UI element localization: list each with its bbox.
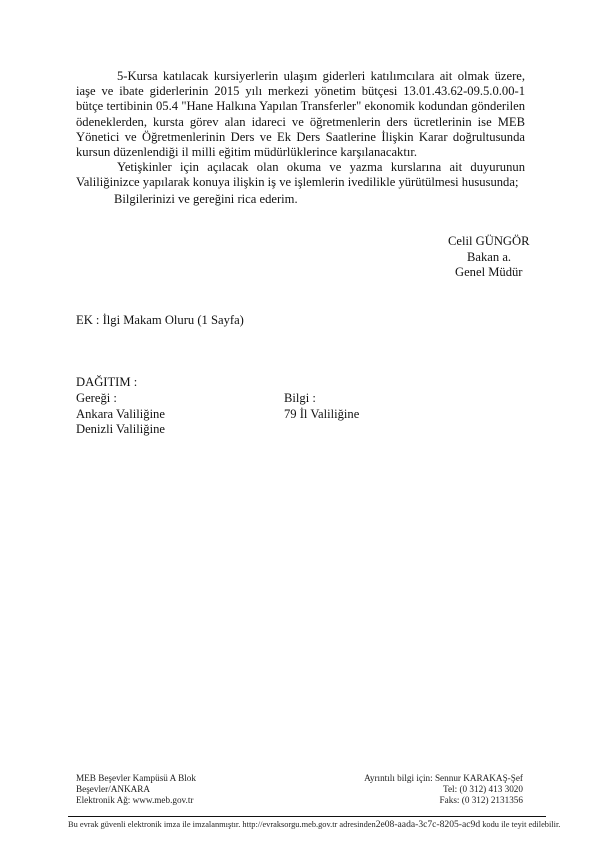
paragraph-closing: Bilgilerinizi ve gereğini rica ederim. xyxy=(114,191,298,206)
e-signature-verification-note xyxy=(68,819,561,830)
letter-body xyxy=(76,69,525,207)
address-line: MEB Beşevler Kampüsü A Blok xyxy=(76,773,196,783)
info-label: Bilgi : xyxy=(284,390,316,405)
action-recipient: Denizli Valiliğine xyxy=(76,422,165,437)
verification-code: 2e08-aada-3c7c-8205-ac9d xyxy=(375,819,481,830)
signatory-name: Celil GÜNGÖR xyxy=(448,234,530,248)
info-recipient: 79 İl Valiliğine xyxy=(284,406,360,421)
verification-suffix: kodu ile teyit edilebilir. xyxy=(480,820,561,829)
attachment-note: EK : İlgi Makam Oluru (1 Sayfa) xyxy=(76,313,244,327)
paragraph-travel-expenses: 5-Kursa katılacak kursiyerlerin ulaşım giderleri katılımcılara ait olmak üzere, iaşe ve ibate giderlerinin 2015 yılı merkezi yönetim bütçesi 13.01.43.62-09.5.0.00-1 bütçe tertibinin 05.4 "Hane Halkına Yapılan Transferler" ekonomik kodundan gönderilen ödeneklerden, kursta görev alan idareci ve öğretmenlerin ders ücretlerinin ise MEB Yönetici ve Öğretmenlerinin Ders ve Ek Ders Saatlerine İlişkin Karar doğrultusunda kursun düzenlendiği il milli eğitim müdürlüklerince karşılanacaktır. xyxy=(76,69,525,160)
signatory-position: Genel Müdür xyxy=(455,265,523,279)
action-recipient: Ankara Valiliğine xyxy=(76,406,165,421)
contact-person: Ayrıntılı bilgi için: Sennur KARAKAŞ-Şef xyxy=(364,773,523,783)
distribution-list xyxy=(76,375,476,438)
distribution-info-column xyxy=(284,391,359,438)
address-line: Beşevler/ANKARA xyxy=(76,784,150,794)
contact-fax: Faks: (0 312) 2131356 xyxy=(439,795,523,805)
contact-phone: Tel: (0 312) 413 3020 xyxy=(443,784,523,794)
distribution-title: DAĞITIM : xyxy=(76,375,138,389)
signatory-title: Bakan a. xyxy=(467,249,512,264)
paragraph-announcement: Yetişkinler için açılacak olan okuma ve yazma kurslarına ait duyurunun Valiliğinizce yapılarak konuya ilişkin iş ve işlemlerin ivedilikle yürütülmesi hususunda; xyxy=(76,160,525,190)
signature-block xyxy=(440,234,530,281)
footer-contact xyxy=(364,773,523,806)
verification-prefix: Bu evrak güvenli elektronik imza ile imzalanmıştır. http://evraksorgu.meb.gov.tr adresinden xyxy=(68,820,376,829)
distribution-action-column xyxy=(76,391,284,438)
website-line: Elektronik Ağ: www.meb.gov.tr xyxy=(76,795,194,805)
footer-address xyxy=(76,773,196,806)
footer-divider xyxy=(68,816,546,817)
action-label: Gereği : xyxy=(76,390,117,405)
